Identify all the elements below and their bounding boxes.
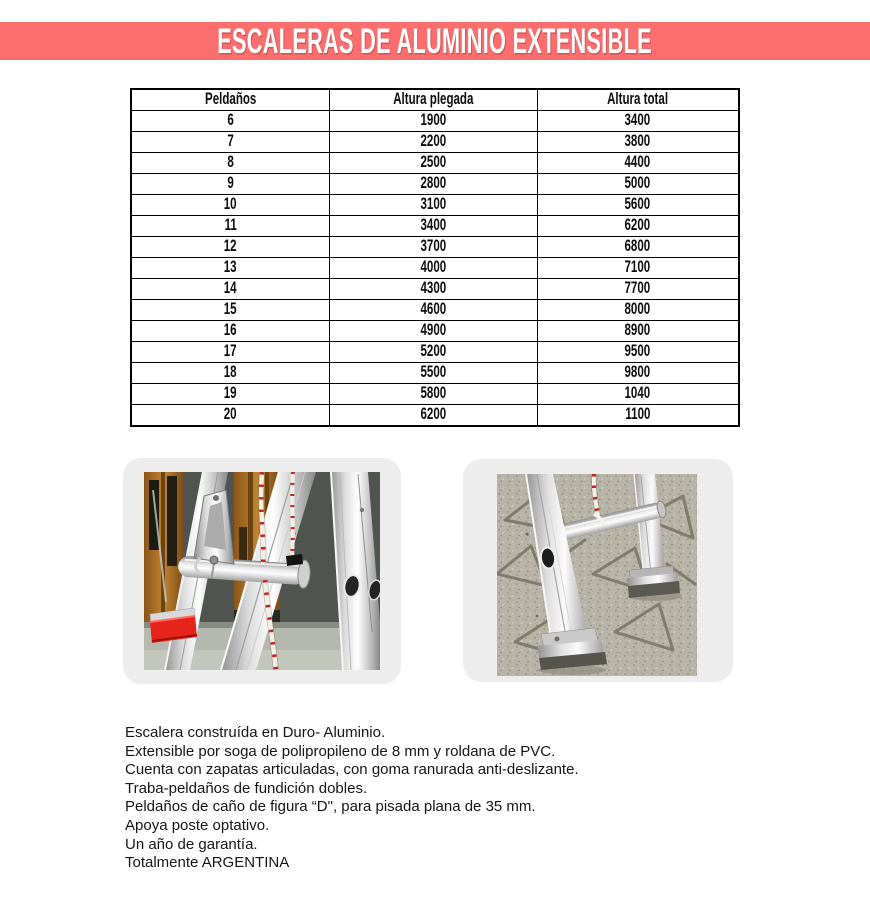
column-header: Peldaños <box>131 89 329 111</box>
table-header-row <box>131 89 739 111</box>
table-cell: 8900 <box>537 321 739 342</box>
table-cell: 8000 <box>537 300 739 321</box>
table-cell: 6200 <box>329 405 537 427</box>
table-cell: 7700 <box>537 279 739 300</box>
column-header: Altura total <box>537 89 739 111</box>
table-cell: 8 <box>131 153 329 174</box>
description-line: Traba-peldaños de fundición dobles. <box>125 779 368 797</box>
table-cell: 13 <box>131 258 329 279</box>
ladder-rung-lock-photo <box>144 472 380 670</box>
description-line: Escalera construída en Duro- Aluminio. <box>125 724 386 741</box>
table-cell: 2800 <box>329 174 537 195</box>
table-cell: 3400 <box>537 111 739 132</box>
description-line: Un año de garantía. <box>125 835 258 853</box>
description-line: Peldaños de caño de figura “D", para pisada plana de 35 mm. <box>125 798 536 816</box>
product-description <box>125 724 579 873</box>
table-cell: 6800 <box>537 237 739 258</box>
table-row <box>131 321 739 342</box>
table-row <box>131 174 739 195</box>
table-cell: 3400 <box>329 216 537 237</box>
table-cell: 11 <box>131 216 329 237</box>
table-row <box>131 153 739 174</box>
table-cell: 5000 <box>537 174 739 195</box>
table-cell: 1900 <box>329 111 537 132</box>
red-reflector <box>150 608 197 643</box>
description-line: Cuenta con zapatas articuladas, con goma ranurada anti-deslizante. <box>125 761 579 779</box>
page-title: ESCALERAS DE ALUMINIO EXTENSIBLE <box>217 21 653 61</box>
photo-card-rung-lock <box>123 458 401 684</box>
table-cell: 2500 <box>329 153 537 174</box>
table-cell: 17 <box>131 342 329 363</box>
description-line: Extensible por soga de polipropileno de 8 mm y roldana de PVC. <box>125 742 556 760</box>
table-cell: 14 <box>131 279 329 300</box>
table-cell: 19 <box>131 384 329 405</box>
table-cell: 7 <box>131 132 329 153</box>
table-cell: 4300 <box>329 279 537 300</box>
table-cell: 15 <box>131 300 329 321</box>
table-cell: 5800 <box>329 384 537 405</box>
description-line: Totalmente ARGENTINA <box>125 854 290 872</box>
table-cell: 9500 <box>537 342 739 363</box>
photo-card-feet <box>463 459 733 682</box>
table-cell: 18 <box>131 363 329 384</box>
table-cell: 3700 <box>329 237 537 258</box>
table-row <box>131 195 739 216</box>
table-cell: 1040 <box>537 384 739 405</box>
table-cell: 1100 <box>537 405 739 427</box>
table-cell: 5600 <box>537 195 739 216</box>
table-cell: 9800 <box>537 363 739 384</box>
table-cell: 3800 <box>537 132 739 153</box>
table-cell: 20 <box>131 405 329 427</box>
table-cell: 7100 <box>537 258 739 279</box>
table-cell: 5200 <box>329 342 537 363</box>
table-row <box>131 132 739 153</box>
table-row <box>131 258 739 279</box>
table-cell: 10 <box>131 195 329 216</box>
spec-table <box>130 88 740 427</box>
table-cell: 16 <box>131 321 329 342</box>
column-header: Altura plegada <box>329 89 537 111</box>
table-row <box>131 363 739 384</box>
table-cell: 6 <box>131 111 329 132</box>
table-cell: 12 <box>131 237 329 258</box>
table-cell: 4400 <box>537 153 739 174</box>
table-row <box>131 279 739 300</box>
table-row <box>131 216 739 237</box>
table-row <box>131 237 739 258</box>
title-banner <box>0 22 870 60</box>
table-cell: 9 <box>131 174 329 195</box>
table-row <box>131 384 739 405</box>
description-line: Apoya poste optativo. <box>125 816 270 834</box>
table-cell: 4000 <box>329 258 537 279</box>
table-cell: 2200 <box>329 132 537 153</box>
table-row <box>131 342 739 363</box>
ladder-feet-photo <box>497 474 697 676</box>
table-row <box>131 111 739 132</box>
table-cell: 4600 <box>329 300 537 321</box>
table-cell: 3100 <box>329 195 537 216</box>
table-row <box>131 405 739 427</box>
table-row <box>131 300 739 321</box>
table-cell: 5500 <box>329 363 537 384</box>
table-cell: 4900 <box>329 321 537 342</box>
table-cell: 6200 <box>537 216 739 237</box>
